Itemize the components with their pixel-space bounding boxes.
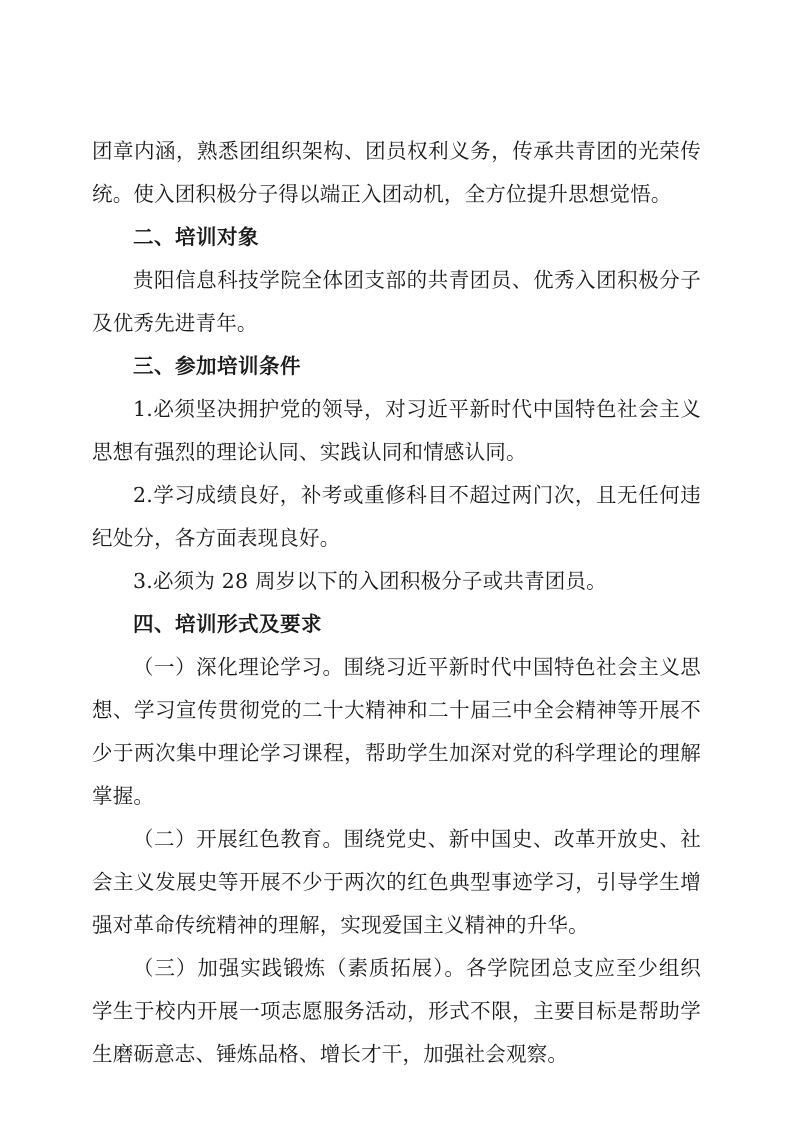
heading-participation-conditions: 三、参加培训条件 <box>133 354 301 378</box>
paragraph-format-2: （二）开展红色教育。围绕党史、新中国史、改革开放史、社会主义发展史等开展不少于两次的红色典型事迹学习，引导学生增强对革命传统精神的理解，实现爱国主义精神的升华。 <box>92 827 701 937</box>
paragraph-format-1: （一）深化理论学习。围绕习近平新时代中国特色社会主义思想、学习宣传贯彻党的二十大精神和二十届三中全会精神等开展不少于两次集中理论学习课程，帮助学生加深对党的科学理论的理解掌握。 <box>92 655 701 808</box>
paragraph-condition-3: 3.必须为 28 周岁以下的入团积极分子或共青团员。 <box>133 569 607 593</box>
paragraph-training-audience: 贵阳信息科技学院全体团支部的共青团员、优秀入团积极分子及优秀先进青年。 <box>92 268 701 335</box>
heading-training-format: 四、培训形式及要求 <box>133 612 322 636</box>
paragraph-condition-2: 2.学习成绩良好，补考或重修科目不超过两门次，且无任何违纪处分，各方面表现良好。 <box>92 483 701 550</box>
paragraph-format-3: （三）加强实践锻炼（素质拓展）。各学院团总支应至少组织学生于校内开展一项志愿服务活动，形式不限，主要目标是帮助学生磨砺意志、锤炼品格、增长才干，加强社会观察。 <box>92 956 701 1066</box>
paragraph-intro-continued: 团章内涵，熟悉团组织架构、团员权利义务，传承共青团的光荣传统。使入团积极分子得以端正入团动机，全方位提升思想觉悟。 <box>92 139 701 206</box>
heading-training-audience: 二、培训对象 <box>133 225 259 249</box>
paragraph-condition-1: 1.必须坚决拥护党的领导，对习近平新时代中国特色社会主义思想有强烈的理论认同、实践认同和情感认同。 <box>92 397 701 464</box>
document-body <box>92 130 701 1076</box>
